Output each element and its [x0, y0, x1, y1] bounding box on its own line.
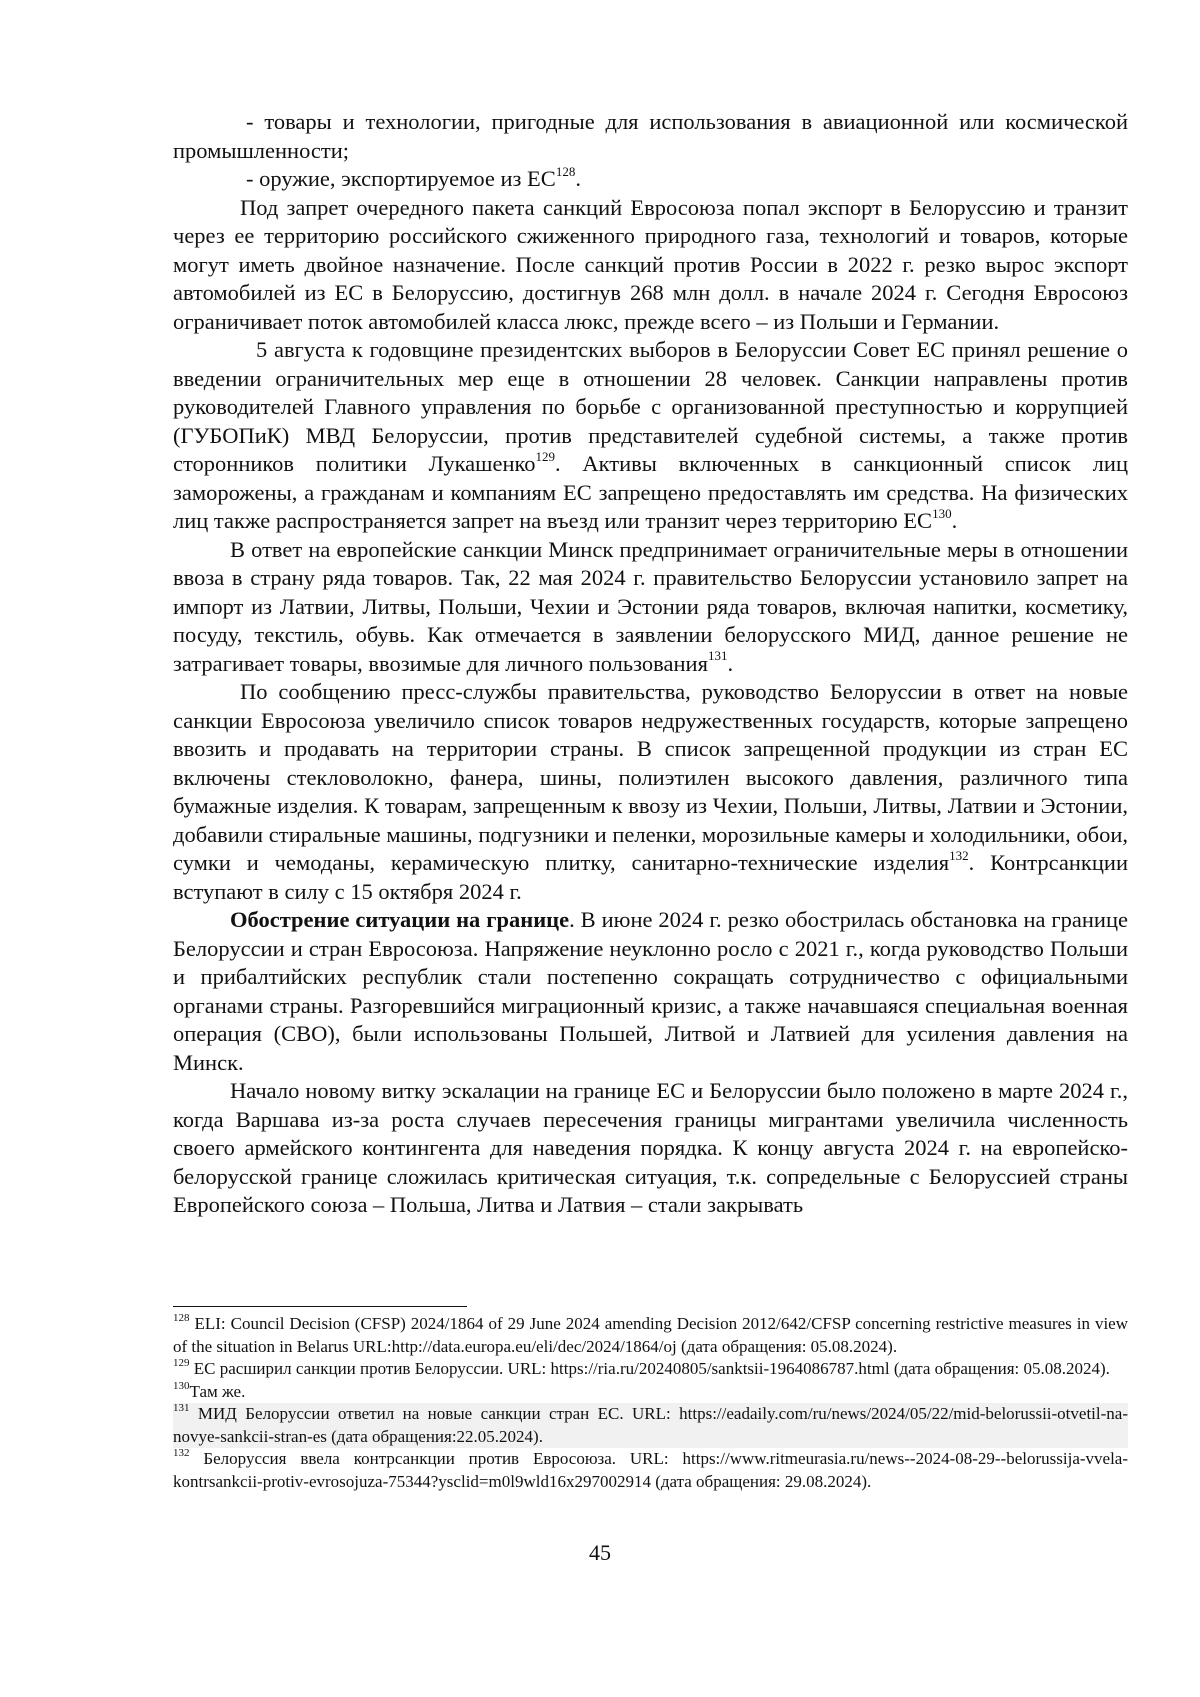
footnote-130: $^{130}$Там же.	[173, 1379, 246, 1401]
paragraph-sanctions-package: Под запрет очередного пакета санкций Евросоюза попал экспорт в Белоруссию и транзит через ее территорию российского сжиженного природного газа, технологий и товаров, которые могут иметь двойное назначение. После санкций против России в 2022 г. резко вырос экспорт автомобилей из ЕС в Белоруссию, достигнув 268 млн долл. в начале 2024 г. Сегодня Евросоюз ограничивает поток автомобилей класса люкс, прежде всего – из Польши и Германии.	[173, 194, 1128, 334]
footnote-128: $^{128}$ ELI: Council Decision (CFSP) 2024/1864 of 29 June 2024 amending Decision 2012/642/CFSP concerning restrictive measures in view of the situation in Belarus URL:http://data.europa.eu/eli/dec/2024/1864/oj (дата обращения: 05.08.2024).	[173, 1312, 1129, 1356]
section-heading-border: Обострение ситуации на границе	[230, 907, 570, 932]
footnote-ref-130[interactable]: 130	[932, 505, 952, 521]
paragraph-escalation: Начало новому витку эскалации на границе ЕС и Белоруссии было положено в марте 2024 г., когда Варшава из-за роста случаев пересечения границы мигрантами увеличила численность своего армейского контингента для наведения порядка. К концу августа 2024 г. на европейско-белорусской границе сложилась критическая ситуация, т.к. сопредельные с Белоруссией страны Европейского союза – Польша, Литва и Латвия – стали закрывать	[173, 1078, 1128, 1217]
footnote-129: $^{129}$ ЕС расширил санкции против Белоруссии. URL: https://ria.ru/20240805/sanktsii-1964086787.html (дата обращения: 05.08.2024).	[173, 1357, 1110, 1378]
paragraph-countersanctions: По сообщению пресс-службы правительства, руководство Белоруссии в ответ на новые санкции Евросоюза увеличило список товаров недружественных государств, которые запрещено ввозить и продавать на территории страны. В список запрещенной продукции из стран ЕС включены стекловолокно, фанера, шины, полиэтилен высокого давления, различного типа бумажные изделия. К товарам, запрещенным к ввозу из Чехии, Польши, Литвы, Латвии и Эстонии, добавили стиральные машины, подгузники и пеленки, морозильные камеры и холодильники, обои, сумки и чемоданы, керамическую плитку, санитарно-технические изделия$^{132}$. Контрсанкции вступают в силу с 15 октября 2024 г.	[173, 679, 1128, 904]
main-text	[173, 108, 1128, 1220]
footnotes	[173, 1313, 1128, 1493]
footnote-ref-129[interactable]: 129	[535, 448, 556, 464]
footnote-ref-128[interactable]: 128	[555, 163, 576, 179]
paragraph-bullet-aviation: - товары и технологии, пригодные для использования в авиационной или космической промышленности;	[173, 109, 1128, 163]
paragraph-august-sanctions: 5 августа к годовщине президентских выборов в Белоруссии Совет ЕС принял решение о введении ограничительных мер еще в отношении 28 человек. Санкции направлены против руководителей Главного управления по борьбе с организованной преступностью и коррупцией (ГУБОПиК) МВД Белоруссии, против представителей судебной системы, а также против сторонников политики Лукашенко$^{129}$. Активы включенных в санкционный список лиц заморожены, а гражданам и компаниям ЕС запрещено предоставлять им средства. На физических лиц также распространяется запрет на въезд или транзит через территорию ЕС$^{130}$.	[173, 337, 1128, 533]
footnote-ref-131[interactable]: 131	[707, 648, 728, 663]
footnote-132: $^{132}$ Белоруссия ввела контрсанкции против Евросоюза. URL: https://www.ritmeurasia.ru/news--2024-08-29--belorussija-vvela-kontrsankcii-protiv-evrosojuza-75344?ysclid=m0l9wld16x297002914 (дата обращения: 29.08.2024).	[173, 1447, 1128, 1491]
footnote-ref-132[interactable]: 132	[949, 847, 969, 863]
page-number: 45	[589, 1540, 611, 1565]
paragraph-border-situation: Обострение ситуации на границе. В июне 2024 г. резко обострилась обстановка на границе Белоруссии и стран Евросоюза. Напряжение неуклонно росло с 2021 г., когда руководство Польши и прибалтийских республик стали постепенно сокращать сотрудничество с официальными органами страны. Разгоревшийся миграционный кризис, а также начавшаяся специальная военная операция (СВО), были использованы Польшей, Литвой и Латвией для усиления давления на Минск.	[173, 907, 1128, 1075]
paragraph-bullet-weapons: - оружие, экспортируемое из ЕС$^{128}$.	[246, 163, 581, 191]
footnote-131: $^{131}$ МИД Белоруссии ответил на новые санкции стран ЕС. URL: https://eadaily.com/ru/news/2024/05/22/mid-belorussii-otvetil-na-novye-sankcii-stran-es (дата обращения:22.05.2024).	[173, 1403, 1128, 1448]
footnote-divider	[173, 1306, 467, 1307]
paragraph-minsk-response: В ответ на европейские санкции Минск предпринимает ограничительные меры в отношении ввоза в страну ряда товаров. Так, 22 мая 2024 г. правительство Белоруссии установило запрет на импорт из Латвии, Литвы, Польши, Чехии и Эстонии ряда товаров, включая напитки, косметику, посуду, текстиль, обувь. Как отмечается в заявлении белорусского МИД, данное решение не затрагивает товары, ввозимые для личного пользования$^{131}$.	[173, 536, 1128, 676]
